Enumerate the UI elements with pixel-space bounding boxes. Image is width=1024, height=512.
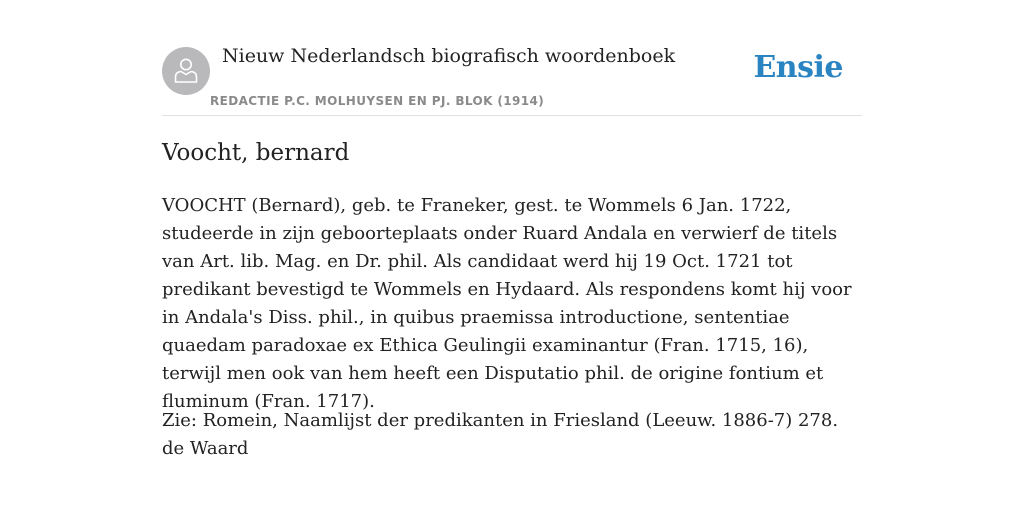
avatar-glyph [172,56,200,84]
entry-paragraph: VOOCHT (Bernard), geb. te Franeker, gest. te Wommels 6 Jan. 1722, studeerde in zijn geboorteplaats onder Ruard Andala en verwierf de titels van Art. lib. Mag. en Dr. phil. Als candidaat werd hij 19 Oct. 1721 tot predikant bevestigd te Wommels en Hydaard. Als respondens komt hij voor in Andala's Diss. phil., in quibus praemissa introductione, sententiae quaedam paradoxae ex Ethica Geulingii examinantur (Fran. 1715, 16), terwijl men ook van hem heeft een Disputatio phil. de origine fontium et fluminum (Fran. 1717). [162,195,852,412]
ensie-logo[interactable]: Ensie [753,50,843,85]
book-header [162,40,862,116]
entry-title: Voocht, bernard [162,140,350,166]
book-editors: REDACTIE P.C. MOLHUYSEN EN PJ. BLOK (1914) [210,94,545,108]
book-title[interactable]: Nieuw Nederlandsch biografisch woordenboek [222,45,676,67]
user-icon[interactable] [162,47,210,95]
entry-source-note: Zie: Romein, Naamlijst der predikanten in Friesland (Leeuw. 1886-7) 278. de Waard [162,410,839,459]
